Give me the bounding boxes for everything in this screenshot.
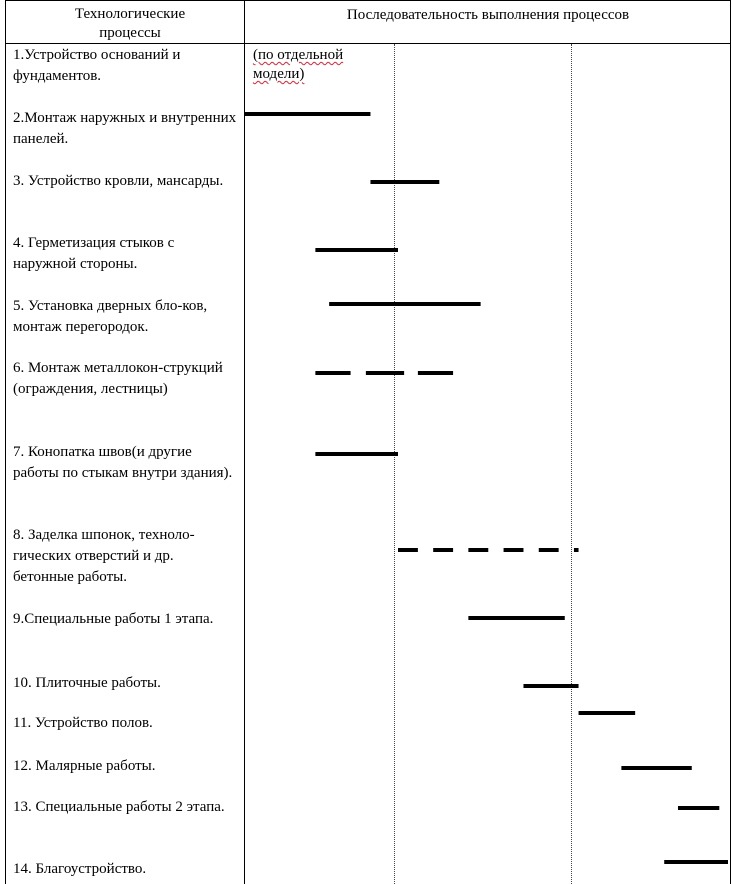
process-5-label: 5. Установка дверных бло-ков, монтаж перегородок.: [13, 298, 208, 335]
process-3-label: 3. Устройство кровли, мансарды.: [13, 173, 224, 189]
process-4-label: 4. Герметизация стыков с наружной стороны.: [13, 235, 175, 272]
process-1-label: 1.Устройство оснований и фундаментов.: [13, 47, 181, 84]
header-processes-title: Технологические процессы: [74, 6, 186, 41]
process-2-label: 2.Монтаж наружных и внутренних панелей.: [13, 110, 237, 147]
header-sequence-title: Последовательность выполнения процессов: [346, 7, 630, 23]
process-13-label: 13. Специальные работы 2 этапа.: [13, 799, 225, 815]
note-text: (по отдельной модели): [253, 47, 344, 82]
process-7-label: 7. Конопатка швов(и другие работы по стыкам внутри здания).: [13, 444, 233, 481]
process-9-label: 9.Специальные работы 1 этапа.: [13, 611, 214, 627]
process-12-label: 12. Малярные работы.: [13, 758, 156, 774]
process-6-label: 6. Монтаж металлокон-струкций (ограждения, лестницы): [13, 360, 223, 397]
process-8-label: 8. Заделка шпонок, техноло-гических отверстий и др. бетонные работы.: [13, 527, 195, 585]
process-10-label: 10. Плиточные работы.: [13, 675, 161, 691]
process-14-label: 14. Благоустройство.: [13, 861, 147, 877]
process-11-label: 11. Устройство полов.: [13, 715, 153, 731]
